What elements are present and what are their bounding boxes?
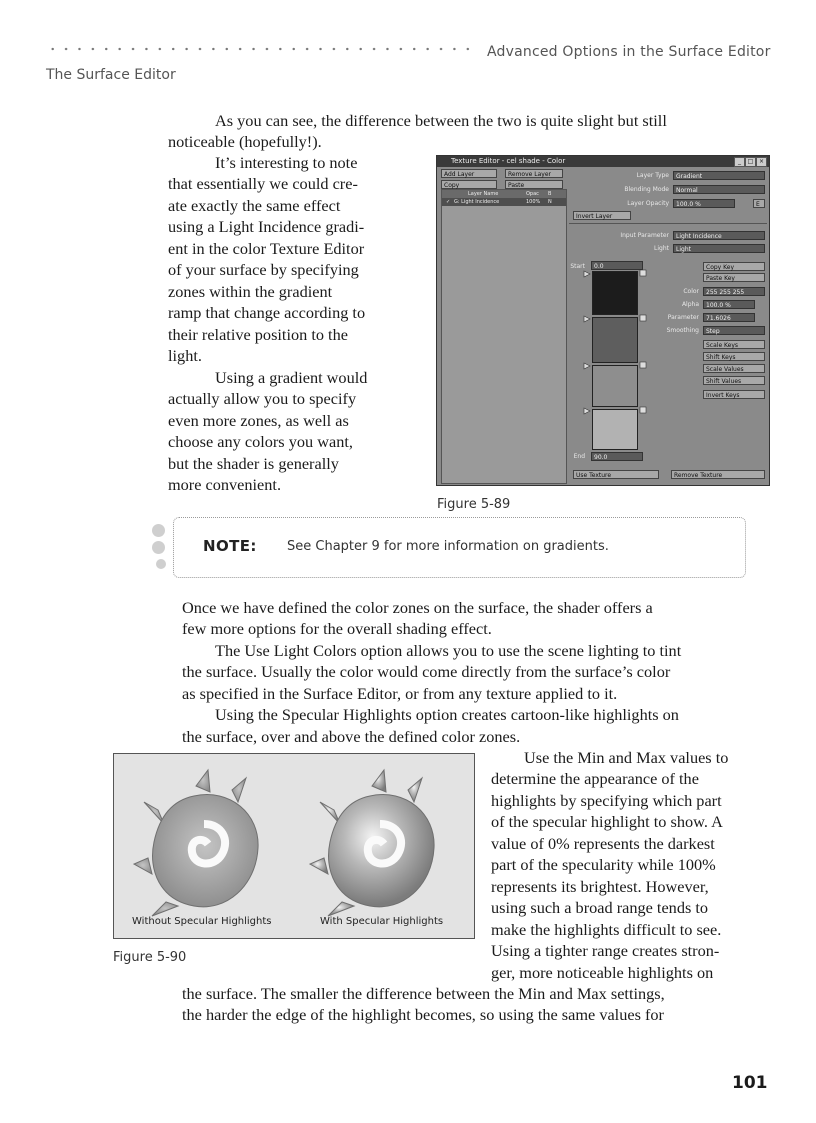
header-dots: [46, 42, 476, 56]
layer-row-flag: N: [548, 199, 552, 205]
layer-type-label: Layer Type: [636, 172, 669, 179]
key-marker: [584, 271, 590, 277]
smoothing-field: Step: [703, 326, 765, 335]
key-handle: [640, 407, 646, 413]
body-line: as specified in the Surface Editor, or from any texture applied to it.: [182, 684, 618, 703]
figure-89-caption: Figure 5-89: [437, 497, 511, 512]
close-icon: ×: [756, 157, 767, 167]
blending-label: Blending Mode: [624, 186, 669, 193]
body-line: The Use Light Colors option allows you to use the scene lighting to tint: [215, 641, 682, 660]
body-line: actually allow you to specify: [168, 389, 357, 408]
check-icon: ✓: [446, 199, 451, 205]
body-line: the harder the edge of the highlight becomes, so using the same values for: [182, 1005, 664, 1024]
gradient-key-markers: [580, 268, 650, 458]
page-number: 101: [732, 1073, 768, 1093]
smoothing-label: Smoothing: [666, 327, 699, 334]
body-line: ate exactly the same effect: [168, 196, 341, 215]
running-header-section: Advanced Options in the Surface Editor: [487, 44, 771, 60]
alpha-field: 100.0 %: [703, 300, 755, 309]
body-line: few more options for the overall shading effect.: [182, 619, 492, 638]
body-line: using a Light Incidence gradi-: [168, 217, 365, 236]
invert-layer-button: Invert Layer: [573, 211, 631, 220]
body-line: As you can see, the difference between the two is quite slight but still: [215, 111, 667, 130]
e-button: E: [753, 199, 765, 208]
body-line: even more zones, as well as: [168, 411, 349, 430]
body-line: zones within the gradient: [168, 282, 333, 301]
col-b: B: [548, 191, 552, 197]
body-line: Using a tighter range creates stron-: [491, 941, 720, 960]
add-layer-button: Add Layer: [441, 169, 497, 178]
running-header-chapter: The Surface Editor: [46, 67, 176, 83]
sun-with-highlights: [310, 770, 434, 916]
layer-row: [442, 198, 566, 206]
minimize-icon: _: [734, 157, 745, 167]
body-line: ent in the color Texture Editor: [168, 239, 365, 258]
label-with-highlights: With Specular Highlights: [320, 916, 444, 927]
note-label: NOTE:: [203, 537, 257, 555]
layer-row-name: G: Light Incidence: [454, 199, 500, 205]
input-param-label: Input Parameter: [620, 232, 669, 239]
alpha-label: Alpha: [681, 301, 699, 308]
layer-list: [441, 189, 567, 484]
shift-values-button: Shift Values: [703, 376, 765, 385]
key-handle: [640, 362, 646, 368]
body-line: Use the Min and Max values to: [524, 748, 729, 767]
scale-keys-button: Scale Keys: [703, 340, 765, 349]
key-marker: [584, 363, 590, 369]
body-line: more convenient.: [168, 475, 282, 494]
key-handle: [640, 270, 646, 276]
note-text: See Chapter 9 for more information on gradients.: [287, 539, 609, 554]
blending-field: Normal: [673, 185, 765, 194]
note-bullet-icon: [152, 524, 165, 537]
end-label: End: [573, 453, 585, 460]
paste-button: Paste: [505, 180, 563, 189]
remove-texture-button: Remove Texture: [671, 470, 765, 479]
body-line: of your surface by specifying: [168, 260, 359, 279]
divider: [569, 223, 767, 224]
layer-row-opac: 100%: [526, 199, 541, 205]
parameter-field: 71.6026: [703, 313, 755, 322]
label-without-highlights: Without Specular Highlights: [132, 916, 272, 927]
body-line: make the highlights difficult to see.: [491, 920, 722, 939]
body-line: determine the appearance of the: [491, 769, 699, 788]
sun-renders: [114, 754, 474, 938]
body-line: that essentially we could cre-: [168, 174, 358, 193]
color-field: 255 255 255: [703, 287, 765, 296]
body-line: the surface, over and above the defined color zones.: [182, 727, 521, 746]
col-layer-name: Layer Name: [468, 191, 499, 197]
body-line: Once we have defined the color zones on the surface, the shader offers a: [182, 598, 653, 617]
use-texture-button: Use Texture: [573, 470, 659, 479]
start-label: Start: [570, 263, 585, 270]
body-line: using such a broad range tends to: [491, 898, 709, 917]
light-field: Light: [673, 244, 765, 253]
body-line: their relative position to the: [168, 325, 348, 344]
body-line: the surface. Usually the color would come directly from the surface’s color: [182, 662, 671, 681]
body-line: light.: [168, 346, 202, 365]
invert-keys-button: Invert Keys: [703, 390, 765, 399]
end-field: 90.0: [591, 452, 643, 461]
body-line: ramp that change according to: [168, 303, 366, 322]
body-line: Using the Specular Highlights option creates cartoon-like highlights on: [215, 705, 679, 724]
paste-key-button: Paste Key: [703, 273, 765, 282]
key-handle: [640, 315, 646, 321]
body-line: noticeable (hopefully!).: [168, 132, 322, 151]
body-line: It’s interesting to note: [215, 153, 358, 172]
body-line: of the specular highlight to show. A: [491, 812, 723, 831]
col-opac: Opac: [526, 191, 539, 197]
body-line: highlights by specifying which part: [491, 791, 722, 810]
body-line: Using a gradient would: [215, 368, 368, 387]
sun-without-highlights: [134, 770, 258, 916]
start-field: 0.0: [591, 261, 643, 270]
parameter-label: Parameter: [667, 314, 699, 321]
body-line: choose any colors you want,: [168, 432, 353, 451]
remove-layer-button: Remove Layer: [505, 169, 563, 178]
body-line: part of the specularity while 100%: [491, 855, 716, 874]
body-line: value of 0% represents the darkest: [491, 834, 715, 853]
body-line: but the shader is generally: [168, 454, 339, 473]
figure-5-90-image: [113, 753, 475, 939]
copy-key-button: Copy Key: [703, 262, 765, 271]
maximize-icon: □: [745, 157, 756, 167]
body-line: represents its brightest. However,: [491, 877, 709, 896]
copy-button: Copy: [441, 180, 497, 189]
input-param-field: Light Incidence: [673, 231, 765, 240]
shift-keys-button: Shift Keys: [703, 352, 765, 361]
color-label: Color: [683, 288, 699, 295]
note-bullet-icon: [156, 559, 166, 569]
opacity-field: 100.0 %: [673, 199, 735, 208]
body-line: ger, more noticeable highlights on: [491, 963, 714, 982]
key-marker: [584, 408, 590, 414]
key-marker: [584, 316, 590, 322]
body-line: the surface. The smaller the difference between the Min and Max settings,: [182, 984, 665, 1003]
light-label: Light: [654, 245, 669, 252]
figure-90-caption: Figure 5-90: [113, 950, 187, 965]
opacity-label: Layer Opacity: [627, 200, 669, 207]
layer-type-field: Gradient: [673, 171, 765, 180]
scale-values-button: Scale Values: [703, 364, 765, 373]
note-bullet-icon: [152, 541, 165, 554]
window-title: Texture Editor - cel shade - Color: [437, 156, 769, 167]
